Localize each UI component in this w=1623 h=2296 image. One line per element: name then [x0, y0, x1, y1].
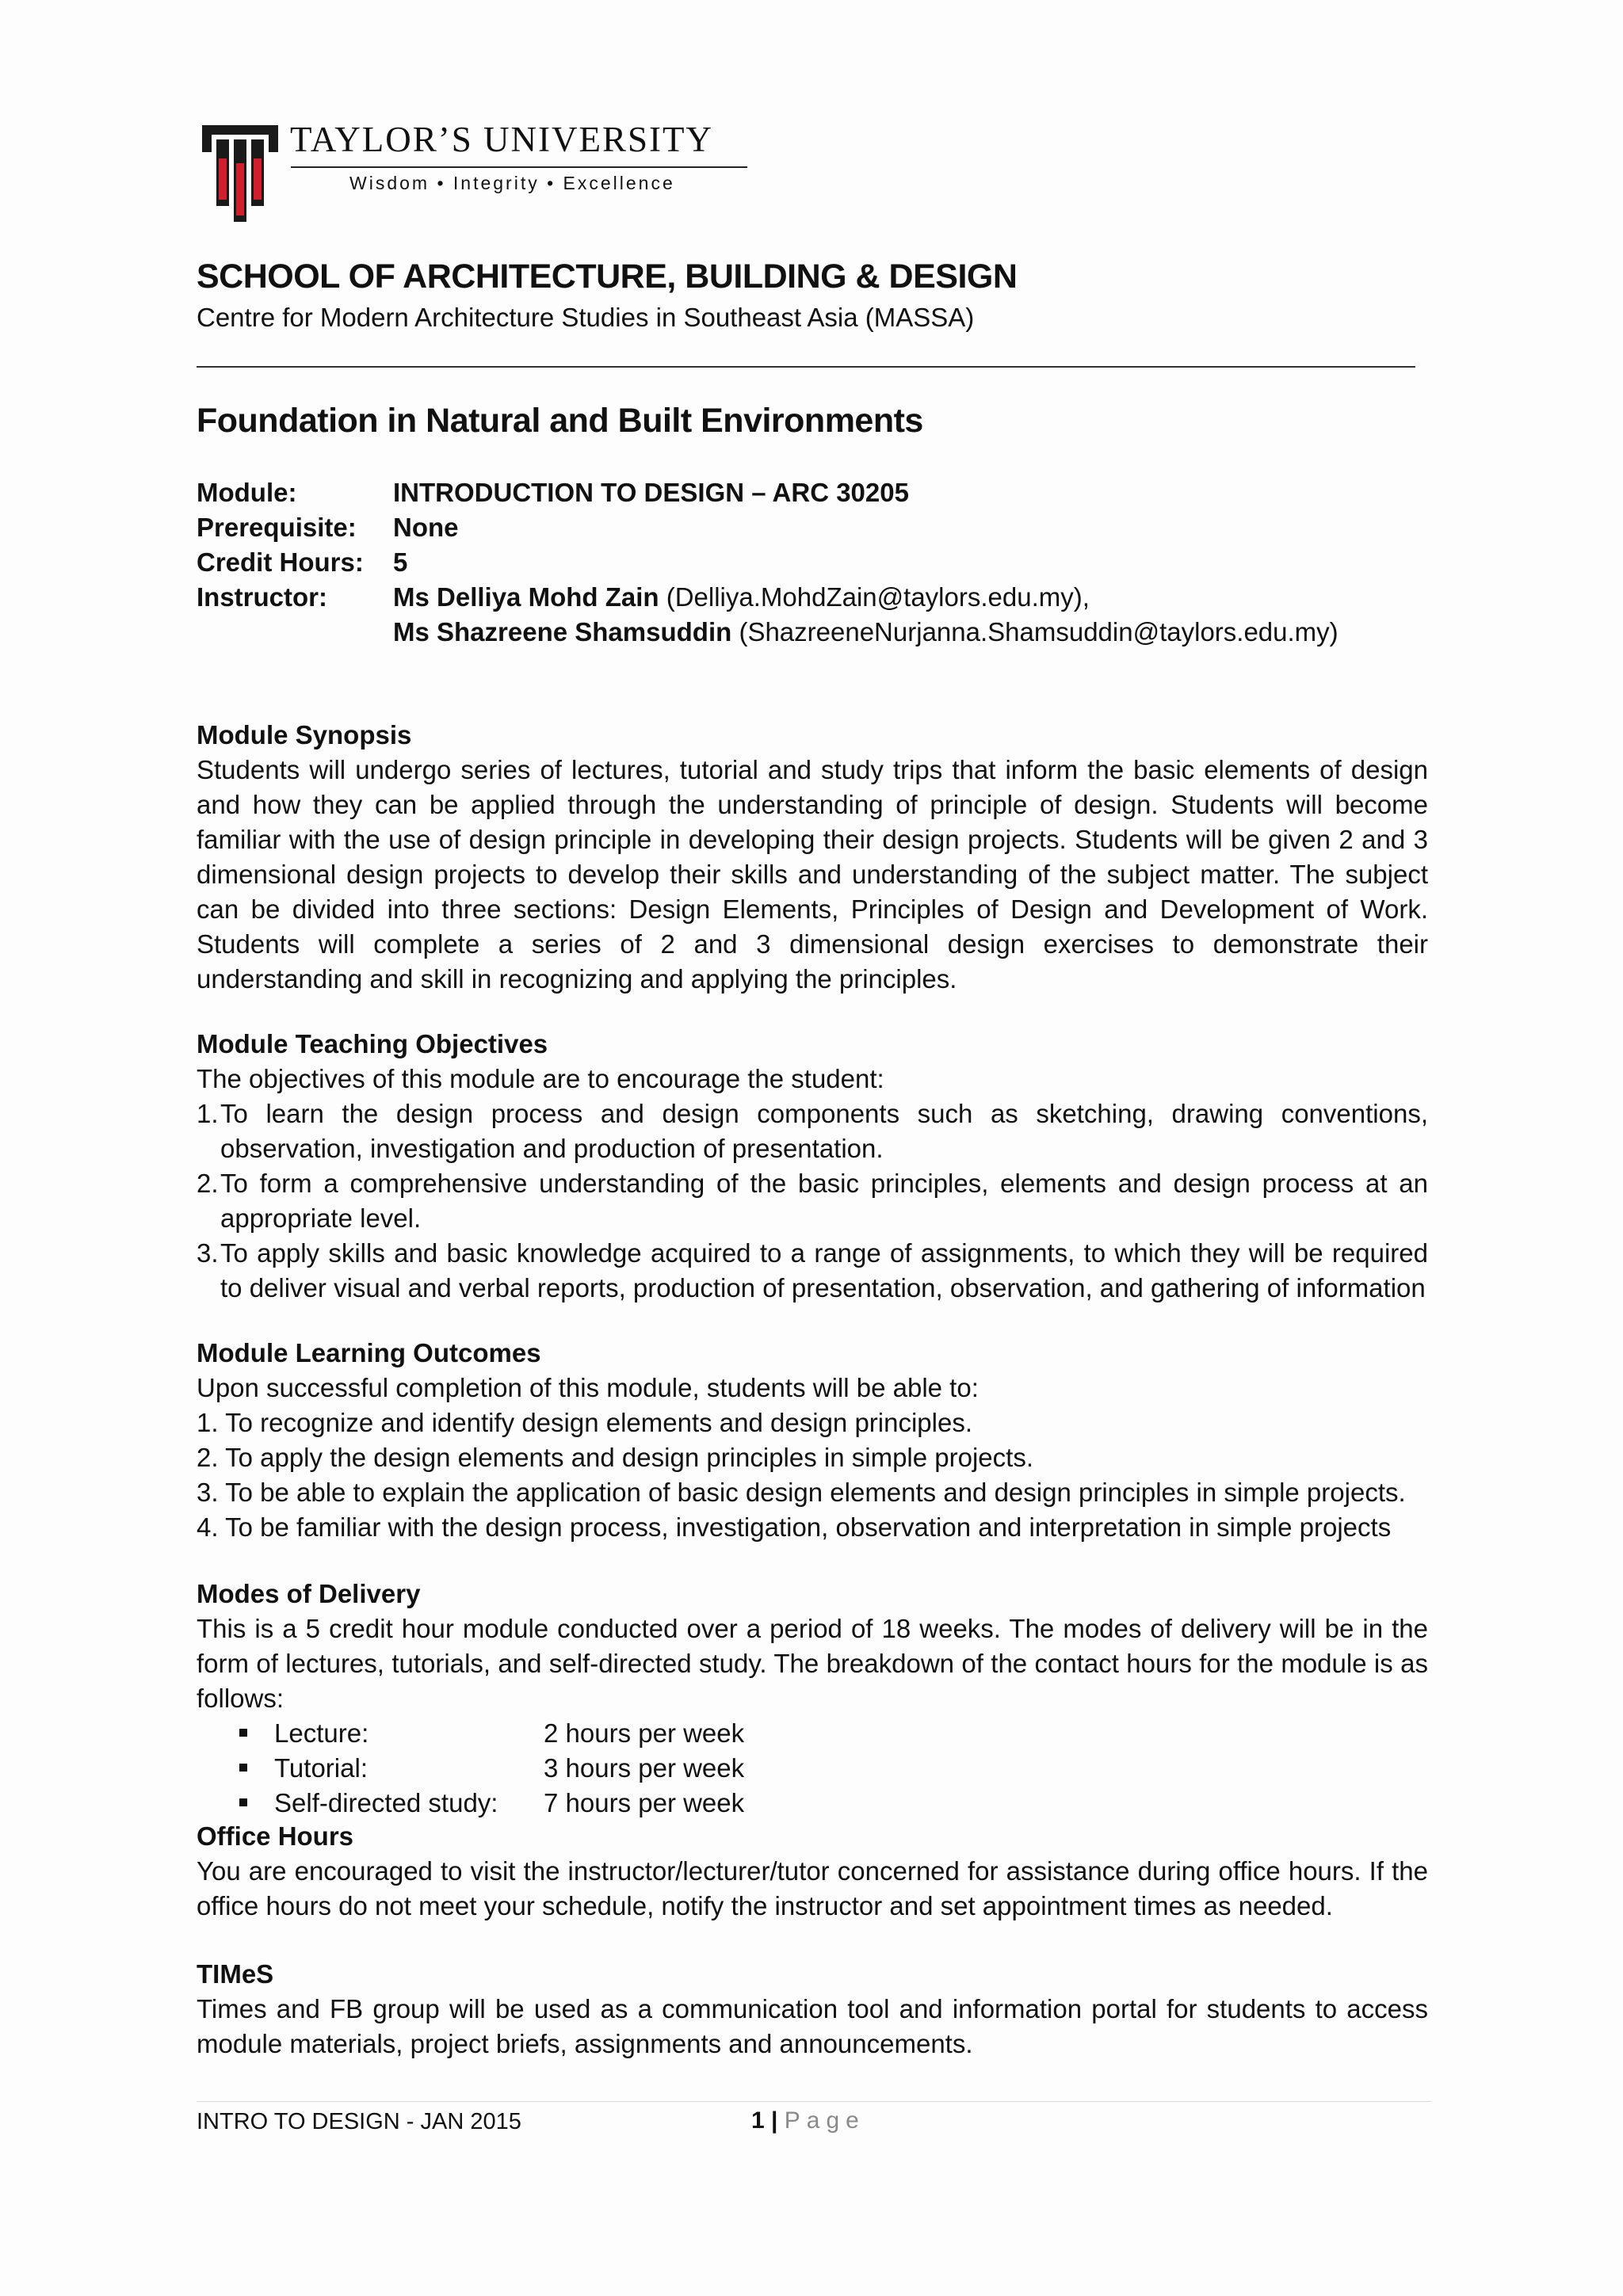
- instructor-row: [197, 580, 1433, 615]
- objectives-heading: Module Teaching Objectives: [197, 1029, 548, 1058]
- page-separator: |: [771, 2107, 778, 2134]
- synopsis-heading: Module Synopsis: [197, 720, 412, 749]
- office-hours-section: [197, 1819, 1428, 1924]
- instructor-name: Ms Delliya Mohd Zain: [393, 582, 659, 612]
- outcomes-intro: Upon successful completion of this module, students will be able to:: [197, 1373, 979, 1402]
- objectives-intro: The objectives of this module are to encourage the student:: [197, 1064, 884, 1093]
- module-row: [197, 475, 1433, 510]
- university-logo: [202, 119, 757, 222]
- credit-hours-row: [197, 545, 1433, 580]
- delivery-breakdown: [197, 1716, 1428, 1821]
- prerequisite-row: [197, 510, 1433, 545]
- page-number: 1: [751, 2107, 765, 2134]
- outcomes-list: [197, 1405, 1428, 1545]
- bullet-square-icon: [239, 1729, 247, 1737]
- instructor-name: Ms Shazreene Shamsuddin: [393, 617, 732, 646]
- taylors-shield-icon: [202, 125, 278, 222]
- delivery-heading: Modes of Delivery: [197, 1579, 421, 1608]
- programme-title: Foundation in Natural and Built Environments: [197, 402, 923, 440]
- list-item: 3. To be able to explain the application of basic design elements and design principles in simple projects.: [197, 1478, 1406, 1507]
- page-word: Page: [784, 2107, 865, 2134]
- list-item: Tutorial: 3 hours per week: [197, 1751, 1428, 1786]
- instructor-label: Instructor:: [197, 582, 327, 612]
- times-body: Times and FB group will be used as a communication tool and information portal for students to access module materials, project briefs, assignments and announcements.: [197, 1994, 1428, 2058]
- outcomes-section: [197, 1336, 1428, 1545]
- delivery-section: [197, 1577, 1428, 1821]
- synopsis-body: Students will undergo series of lectures, tutorial and study trips that inform the basic elements of design and how they can be applied through the understanding of principle of design. Students will become familiar with the use of design principle in developing their design projects. Students will be given 2 and 3 dimensional design projects to develop their skills and understanding of the subject matter. The subject can be divided into three sections: Design Elements, Principles of Design and Development of Work. Students will complete a series of 2 and 3 dimensional design exercises to demonstrate their understanding and skill in recognizing and applying the principles.: [197, 755, 1428, 994]
- instructor-email[interactable]: (Delliya.MohdZain@taylors.edu.my),: [659, 582, 1090, 612]
- logo-divider: [291, 166, 747, 168]
- instructor-email[interactable]: (ShazreeneNurjanna.Shamsuddin@taylors.edu.my): [731, 617, 1338, 646]
- instructor-row: [197, 615, 1433, 650]
- instructor-value: [393, 615, 1338, 650]
- list-item: Self-directed study: 7 hours per week: [197, 1786, 1428, 1821]
- delivery-body: This is a 5 credit hour module conducted over a period of 18 weeks. The modes of delivery will be in the form of lectures, tutorials, and self-directed study. The breakdown of the contact hours for the module is as follows:: [197, 1614, 1428, 1713]
- module-value: INTRODUCTION TO DESIGN – ARC 30205: [393, 478, 909, 507]
- office-hours-heading: Office Hours: [197, 1821, 354, 1851]
- synopsis-section: [197, 718, 1428, 997]
- objectives-section: [197, 1027, 1428, 1306]
- module-label: Module:: [197, 478, 297, 507]
- list-item: 1. To learn the design process and design components such as sketching, drawing conventions, observation, investigation and production of presentation.: [197, 1099, 1428, 1163]
- credit-hours-label: Credit Hours:: [197, 547, 364, 577]
- footer-page-indicator: [751, 2107, 865, 2135]
- list-item: 1. To recognize and identify design elements and design principles.: [197, 1408, 973, 1437]
- centre-subtitle: Centre for Modern Architecture Studies in Southeast Asia (MASSA): [197, 303, 975, 332]
- header-divider: [197, 366, 1415, 368]
- footer-course-label: INTRO TO DESIGN - JAN 2015: [197, 2109, 521, 2134]
- times-heading: TIMeS: [197, 1959, 274, 1989]
- prerequisite-label: Prerequisite:: [197, 513, 357, 542]
- list-item: Lecture: 2 hours per week: [197, 1716, 1428, 1751]
- prerequisite-value: None: [393, 513, 459, 542]
- objectives-list: [197, 1097, 1428, 1306]
- logo-wordmark: TAYLOR’S UNIVERSITY: [290, 120, 713, 159]
- credit-hours-value: 5: [393, 547, 408, 577]
- bullet-square-icon: [239, 1798, 247, 1806]
- times-section: [197, 1957, 1428, 2061]
- logo-tagline: Wisdom • Integrity • Excellence: [349, 173, 675, 193]
- outcomes-heading: Module Learning Outcomes: [197, 1338, 541, 1367]
- bullet-square-icon: [239, 1764, 247, 1772]
- footer-divider: [197, 2101, 1431, 2102]
- office-hours-body: You are encouraged to visit the instructor/lecturer/tutor concerned for assistance during office hours. If the office hours do not meet your schedule, notify the instructor and set appointment times as needed.: [197, 1856, 1428, 1920]
- list-item: 4. To be familiar with the design process, investigation, observation and interpretation in simple projects: [197, 1512, 1392, 1542]
- list-item: 3. To apply skills and basic knowledge acquired to a range of assignments, to which they will be required to deliver visual and verbal reports, production of presentation, observation, and gathering of information: [197, 1238, 1428, 1302]
- instructor-value: [393, 580, 1090, 615]
- list-item: 2. To apply the design elements and design principles in simple projects.: [197, 1443, 1033, 1472]
- school-title: SCHOOL OF ARCHITECTURE, BUILDING & DESIGN: [197, 257, 1018, 296]
- list-item: 2. To form a comprehensive understanding of the basic principles, elements and design process at an appropriate level.: [197, 1169, 1428, 1233]
- module-info: [197, 475, 1433, 650]
